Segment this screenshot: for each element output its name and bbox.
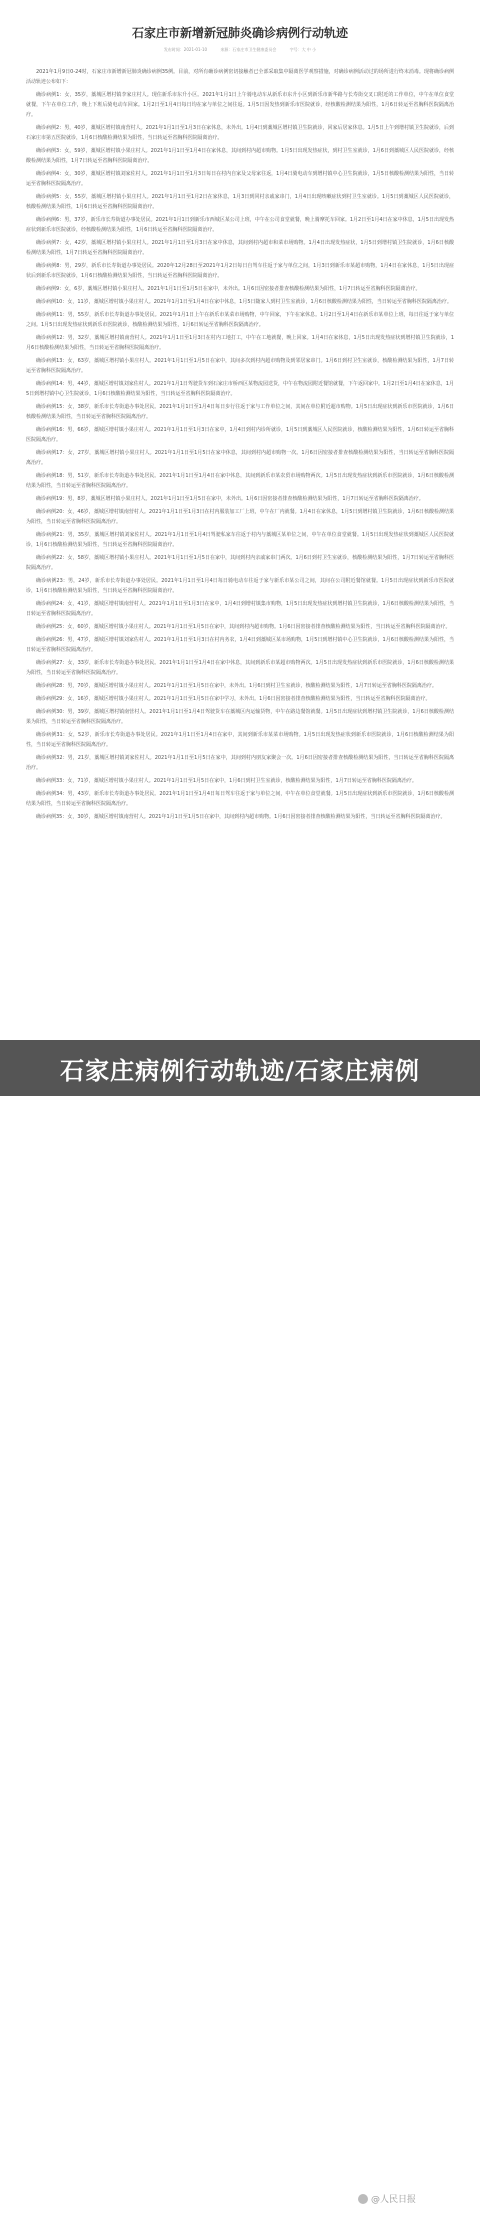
meta-source: 来源：石家庄市卫生健康委员会 bbox=[220, 47, 277, 52]
case-paragraph: 确诊病例17：女，27岁，藁城区增村镇小果庄村人。2021年1月1日至1月5日在家中休息，其间到村内超市购物一次。1月6日因密接者排查核酸检测结果为阳性，当日转运至省胸科医院隔离治疗。 bbox=[26, 450, 454, 466]
meta-font-size[interactable]: 字号：大 中 小 bbox=[289, 47, 317, 52]
case-paragraph: 确诊病例7：女，42岁，藁城区增村镇小果庄村人。2021年1月1日至1月3日在家中休息，其间到村内超市和菜市场购物。1月4日出现发热症状，1月5日到增村镇卫生院就诊，1月6日核酸检测结果为阳性，1月7日转运至省胸科医院隔离治疗。 bbox=[26, 240, 454, 256]
case-paragraph: 确诊病例2：男，40岁，藁城区增村镇南营村人。2021年1月1日至1月3日在家休息，未外出。1月4日到藁城区增村镇卫生院就诊，回家后居家休息。1月5日上午到增村镇卫生院就诊，后到石家庄市第五医院就诊，1月6日核酸检测结果为阳性，当日转运至省胸科医院隔离治疗。 bbox=[26, 125, 454, 141]
document-meta bbox=[0, 47, 480, 53]
weibo-logo-icon bbox=[358, 2194, 368, 2204]
case-paragraph: 确诊病例20：女，46岁，藁城区增村镇南营村人。2021年1月1日至1月3日在村内服装加工厂上班，中午在厂内就餐。1月4日在家休息，1月5日到增村镇卫生院就诊，1月6日核酸检测结果为阳性，当日转运至省胸科医院隔离治疗。 bbox=[26, 509, 454, 525]
case-paragraph: 确诊病例19：男，8岁，藁城区增村镇小果庄村人。2021年1月1日至1月5日在家中，未外出。1月6日因密接者排查核酸检测结果为阳性，1月7日转运至省胸科医院隔离治疗。 bbox=[36, 496, 424, 502]
banner-text: 石家庄病例行动轨迹/石家庄病例 bbox=[60, 1056, 420, 1085]
case-paragraph: 确诊病例24：女，41岁，藁城区增村镇南营村人。2021年1月1日至1月3日在家中，1月4日到增村镇集市购物，1月5日出现发热症状到增村镇卫生院就诊，1月6日核酸检测结果为阳性，当日转运至省胸科医院隔离治疗。 bbox=[26, 601, 454, 617]
case-paragraph: 确诊病例35：女，30岁，藁城区增村镇南营村人。2021年1月1日至1月5日在家中，其间到村内超市购物。1月6日因密接者排查核酸检测结果为阳性，当日转运至省胸科医院隔离治疗。 bbox=[36, 814, 446, 820]
case-paragraph: 确诊病例27：女，33岁，新乐市长寿街道办事处居民。2021年1月1日至1月4日在家中休息，其间到新乐市某超市购物两次。1月5日出现发热症状到新乐市医院就诊，1月6日核酸检测结果为阳性，当日转运至省胸科医院隔离治疗。 bbox=[26, 660, 454, 676]
case-paragraph: 确诊病例21：男，35岁，藁城区增村镇刘家佐村人。2021年1月1日至1月4日驾驶私家车往返于村内与藁城区某单位之间，中午在单位食堂就餐。1月5日出现发热症状到藁城区人民医院就诊，1月6日核酸检测结果为阳性，当日转运至省胸科医院隔离治疗。 bbox=[26, 532, 454, 548]
watermark-text: @人民日报 bbox=[370, 2195, 416, 2205]
case-paragraph: 确诊病例15：女，38岁，新乐市长寿街道办事处居民。2021年1月1日至1月4日每日步行往返于家与工作单位之间，其间在单位附近超市购物。1月5日出现症状到新乐市医院就诊，1月6日核酸检测结果为阳性，当日转运至省胸科医院隔离治疗。 bbox=[26, 404, 454, 420]
case-paragraph: 确诊病例1：女，35岁，藁城区增村镇李家庄村人。现住新乐市东升小区。2021年1月1日上午骑电动车从新乐市东升小区到新乐市新华路与长寿街交叉口附近的工作单位，中午在单位食堂就餐，下午在单位工作，晚上下班后骑电动车回家。1月2日至1月4日每日均在家与单位之间往返。1月5日因发热到新乐市医院就诊，经核酸检测结果为阳性，1月6日转运至省胸科医院隔离治疗。 bbox=[26, 92, 454, 118]
meta-date: 发布时间：2021-01-10 bbox=[163, 47, 208, 52]
case-paragraph: 确诊病例5：女，55岁，藁城区增村镇小果庄村人。2021年1月1日至1月2日在家休息，1月3日到同村亲戚家串门，1月4日出现咳嗽症状到村卫生室就诊。1月5日到藁城区人民医院就诊，核酸检测结果为阳性，1月6日转运至省胸科医院隔离治疗。 bbox=[26, 194, 454, 210]
case-paragraph: 确诊病例6：男，37岁，新乐市长寿街道办事处居民。2021年1月1日到新乐市西城区某公司上班，中午在公司食堂就餐，晚上骑摩托车回家。1月2日至1月4日在家中休息，1月5日出现发热症状到新乐市医院就诊，经核酸检测结果为阳性，1月6日转运至省胸科医院隔离治疗。 bbox=[26, 217, 454, 233]
case-paragraph: 确诊病例33：女，71岁，藁城区增村镇小果庄村人。2021年1月1日至1月5日在家中，1月6日到村卫生室就诊，核酸检测结果为阳性，1月7日转运至省胸科医院隔离治疗。 bbox=[36, 778, 417, 784]
document-title: 石家庄市新增新冠肺炎确诊病例行动轨迹 bbox=[131, 26, 348, 40]
case-paragraph: 确诊病例34：男，43岁，新乐市长寿街道办事处居民。2021年1月1日至1月4日每日驾车往返于家与单位之间，中午在单位食堂就餐。1月5日出现症状到新乐市医院就诊，1月6日核酸检测结果为阳性，当日转运至省胸科医院隔离治疗。 bbox=[26, 791, 454, 807]
case-paragraph: 确诊病例14：男，44岁，藁城区增村镇刘家佐村人。2021年1月1日驾驶货车到石家庄市桥西区某物流园送货，中午在物流园附近餐馆就餐，下午返回家中。1月2日至1月4日在家休息，1月5日到增村镇中心卫生院就诊，1月6日核酸检测结果为阳性，当日转运至省胸科医院隔离治疗。 bbox=[26, 381, 454, 397]
case-paragraph: 确诊病例25：女，60岁，藁城区增村镇小果庄村人。2021年1月1日至1月5日在家中，其间到村内超市购物。1月6日因密接者排查核酸检测结果为阳性，当日转运至省胸科医院隔离治疗。 bbox=[36, 624, 451, 630]
case-paragraph: 确诊病例8：男，29岁，新乐市长寿街道办事处居民。2020年12月28日至2021年1月2日每日自驾车往返于家与单位之间，1月3日到新乐市某超市购物，1月4日在家休息，1月5日出现症状后到新乐市医院就诊，1月6日核酸检测结果为阳性，当日转运至省胸科医院隔离治疗。 bbox=[26, 263, 454, 279]
case-paragraph: 确诊病例3：女，59岁，藁城区增村镇小果庄村人。2021年1月1日至1月4日在家休息，其间到村内超市购物。1月5日出现发热症状，到村卫生室就诊，1月6日到藁城区人民医院就诊，经核酸检测结果为阳性，1月7日转运至省胸科医院隔离治疗。 bbox=[26, 148, 454, 164]
case-paragraph: 确诊病例22：女，58岁，藁城区增村镇小果庄村人。2021年1月1日至1月5日在家中，其间到村内亲戚家串门两次。1月6日到村卫生室就诊，核酸检测结果为阳性，1月7日转运至省胸科医院隔离治疗。 bbox=[26, 555, 454, 571]
case-paragraph: 确诊病例28：男，70岁，藁城区增村镇小果庄村人。2021年1月1日至1月5日在家中，未外出。1月6日到村卫生室就诊，核酸检测结果为阳性，1月7日转运至省胸科医院隔离治疗。 bbox=[36, 683, 437, 689]
case-paragraph: 确诊病例11：男，55岁，新乐市长寿街道办事处居民。2021年1月1日上午在新乐市某菜市场购物，中午回家，下午在家休息。1月2日至1月4日在新乐市某单位上班，每日往返于家与单位之间。1月5日出现发热症状到新乐市医院就诊，核酸检测结果为阳性，1月6日转运至省胸科医院隔离治疗。 bbox=[26, 312, 454, 328]
case-paragraph: 确诊病例29：女，16岁，藁城区增村镇小果庄村人。2021年1月1日至1月5日在家中学习，未外出。1月6日因密接者排查核酸检测结果为阳性，当日转运至省胸科医院隔离治疗。 bbox=[36, 696, 431, 702]
case-paragraph: 确诊病例9：女，6岁，藁城区增村镇小果庄村人。2021年1月1日至1月5日在家中，未外出。1月6日因密接者排查核酸检测结果为阳性，1月7日转运至省胸科医院隔离治疗。 bbox=[36, 286, 421, 292]
case-paragraph: 确诊病例4：女，30岁，藁城区增村镇刘家佐村人。2021年1月1日至1月3日每日在村内自家及父母家往返，1月4日骑电动车到增村镇中心卫生院就诊，1月5日核酸检测结果为阳性，当日转运至省胸科医院隔离治疗。 bbox=[26, 171, 454, 187]
case-paragraph: 确诊病例16：男，66岁，藁城区增村镇小果庄村人。2021年1月1日至1月3日在家中，1月4日到村内诊所就诊，1月5日到藁城区人民医院就诊，核酸检测结果为阳性，1月6日转运至省胸科医院隔离治疗。 bbox=[26, 427, 454, 443]
case-paragraph: 确诊病例10：女，11岁，藁城区增村镇小果庄村人。2021年1月1日至1月4日在家中休息，1月5日随家人到村卫生室就诊，1月6日核酸检测结果为阳性，当日转运至省胸科医院隔离治疗。 bbox=[36, 299, 452, 305]
case-paragraph: 确诊病例31：女，52岁，新乐市长寿街道办事处居民。2021年1月1日至1月4日在家中，其间到新乐市某菜市场购物。1月5日出现发热症状到新乐市医院就诊，1月6日核酸检测结果为阳性，当日转运至省胸科医院隔离治疗。 bbox=[26, 732, 454, 748]
case-paragraph: 确诊病例18：男，51岁，新乐市长寿街道办事处居民。2021年1月1日至1月4日在家中休息，其间到新乐市某农贸市场购物两次。1月5日出现发热症状到新乐市医院就诊，1月6日核酸检测结果为阳性，当日转运至省胸科医院隔离治疗。 bbox=[26, 473, 454, 489]
case-paragraph: 2021年1月9日0-24时，石家庄市新增新冠肺炎确诊病例35例。目前，对所有确诊病例密切接触者已全部采取集中隔离医学观察措施，对确诊病例活动过的场所进行终末消毒。现将确诊病例活动轨迹公布如下： bbox=[26, 69, 454, 85]
case-paragraph: 确诊病例12：男，32岁，藁城区增村镇南营村人。2021年1月1日至1月3日在村内工地打工，中午在工地就餐，晚上回家。1月4日在家休息，1月5日出现发热症状到增村镇卫生院就诊，1月6日核酸检测结果为阳性，当日转运至省胸科医院隔离治疗。 bbox=[26, 335, 454, 351]
case-paragraph: 确诊病例30：男，39岁，藁城区增村镇南营村人。2021年1月1日至1月4日驾驶货车在藁城区内运输货物，中午在路边餐馆就餐。1月5日出现症状到增村镇卫生院就诊，1月6日核酸检测结果为阳性，当日转运至省胸科医院隔离治疗。 bbox=[26, 709, 454, 725]
watermark bbox=[358, 2192, 416, 2205]
case-paragraph: 确诊病例23：男，24岁，新乐市长寿街道办事处居民。2021年1月1日至1月4日每日骑电动车往返于家与新乐市某公司之间，其间在公司附近餐馆就餐。1月5日出现症状到新乐市医院就诊，1月6日核酸检测结果为阳性，当日转运至省胸科医院隔离治疗。 bbox=[26, 578, 454, 594]
case-paragraph: 确诊病例32：男，21岁，藁城区增村镇刘家佐村人。2021年1月1日至1月5日在家中，其间到村内朋友家聚会一次。1月6日因密接者排查核酸检测结果为阳性，当日转运至省胸科医院隔离治疗。 bbox=[26, 755, 454, 771]
case-paragraph: 确诊病例26：男，47岁，藁城区增村镇刘家佐村人。2021年1月1日至1月3日在村内务农，1月4日到藁城区某市场购物，1月5日到增村镇中心卫生院就诊，1月6日核酸检测结果为阳性，当日转运至省胸科医院隔离治疗。 bbox=[26, 637, 454, 653]
document-body bbox=[0, 67, 480, 822]
overlay-banner bbox=[0, 1040, 480, 1096]
case-paragraph: 确诊病例13：女，63岁，藁城区增村镇小果庄村人。2021年1月1日至1月5日在家中，其间多次到村内超市购物及到邻居家串门。1月6日到村卫生室就诊，核酸检测结果为阳性，1月7日转运至省胸科医院隔离治疗。 bbox=[26, 358, 454, 374]
